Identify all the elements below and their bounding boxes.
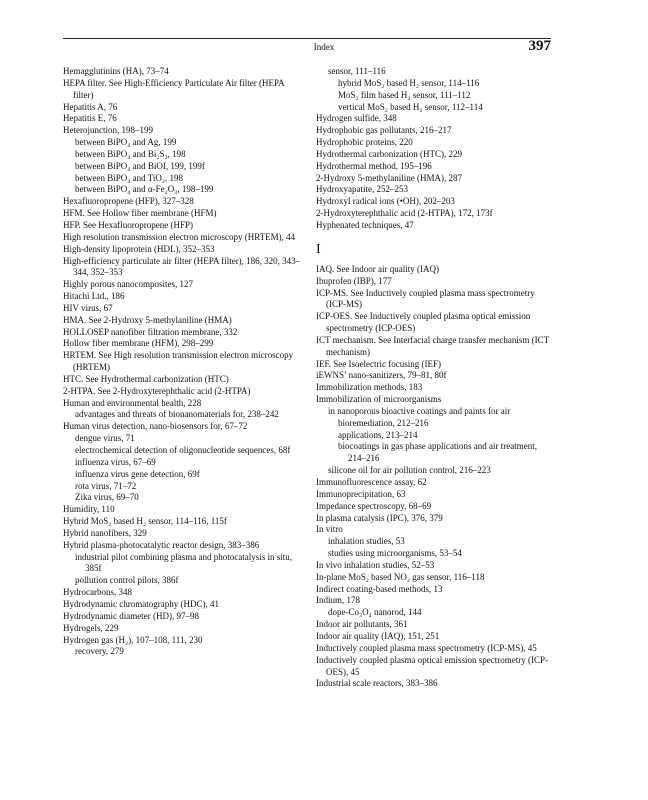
index-entry: In vivo inhalation studies, 52–53 bbox=[316, 559, 435, 570]
index-entry: Highly porous nanocomposites, 127 bbox=[63, 279, 193, 290]
index-entry: Immunoprecipitation, 63 bbox=[316, 488, 406, 499]
index-entry: sensor, 111–116 bbox=[328, 66, 386, 76]
index-entry: Industrial scale reactors, 383–386 bbox=[316, 678, 438, 689]
index-entry: influenza virus gene detection, 69f bbox=[75, 468, 200, 479]
index-entry: In-plane MoS₂ based NO₂ gas sensor, 116–118 bbox=[316, 571, 485, 582]
index-entry: Hybrid MoS₂ based H₂ sensor, 114–116, 115f bbox=[63, 516, 227, 527]
header-rule bbox=[63, 38, 551, 39]
index-entry: silicone oil for air pollution control, 216–223 bbox=[328, 465, 491, 476]
index-entry: Hydrogels, 229 bbox=[63, 622, 119, 633]
index-entry: iEWNS’ nano-sanitizers, 79–81, 80f bbox=[316, 370, 447, 381]
index-entry: applications, 213–214 bbox=[338, 429, 418, 440]
index-entry: Hydrogen gas (H₂), 107–108, 111, 230 bbox=[63, 634, 203, 645]
index-entry: In plasma catalysis (IPC), 376, 379 bbox=[316, 512, 443, 523]
index-entry: HTC. See Hydrothermal carbonization (HTC) bbox=[63, 373, 229, 384]
index-entry: Human virus detection, nano-biosensors for, 67–72 bbox=[63, 421, 248, 432]
index-entry: IEF. See Isoelectric focusing (IEF) bbox=[316, 358, 441, 369]
index-entry: Hydrodynamic diameter (HD), 97–98 bbox=[63, 610, 199, 621]
index-entry: MoS₂ film based H₂ sensor, 111–112 bbox=[338, 89, 471, 100]
index-entry: Hitachi Ltd., 186 bbox=[63, 291, 125, 302]
index-entry: Hydroxyapatite, 252–253 bbox=[316, 184, 408, 195]
index-entry: Hydrothermal method, 195–196 bbox=[316, 160, 432, 171]
index-entry: HFM. See Hollow fiber membrane (HFM) bbox=[63, 208, 217, 219]
index-entry: ICP-MS. See Inductively coupled plasma mass spectrometry (ICP-MS) bbox=[316, 287, 535, 310]
index-entry: Hydrocarbons, 348 bbox=[63, 587, 132, 598]
index-entry: Immobilization of microorganisms bbox=[316, 394, 442, 405]
index-entry: Inductively coupled plasma mass spectrometry (ICP-MS), 45 bbox=[316, 642, 537, 653]
index-entry: rota virus, 71–72 bbox=[75, 480, 137, 491]
index-entry: vertical MoS₂ based H₂ sensor, 112–114 bbox=[338, 101, 483, 112]
index-entry: 2-Hydroxy 5-methylaniline (HMA), 287 bbox=[316, 172, 462, 183]
index-entry: Impedance spectroscopy, 68–69 bbox=[316, 500, 432, 511]
index-entry: Hollow fiber membrane (HFM), 298–299 bbox=[63, 338, 214, 349]
index-entry: electrochemical detection of oligonucleotide sequences, 68f bbox=[75, 445, 291, 455]
index-entry: studies using microorganisms, 53–54 bbox=[328, 548, 462, 559]
index-entry: between BiPO₄ and Bi₂S₃, 198 bbox=[75, 148, 186, 159]
index-group-i bbox=[316, 264, 552, 690]
index-column-left bbox=[63, 66, 303, 658]
index-entry: Hydrothermal carbonization (HTC), 229 bbox=[316, 148, 462, 159]
index-entry: HEPA filter. See High-Efficiency Particulate Air filter (HEPA filter) bbox=[63, 77, 285, 100]
section-letter: I bbox=[316, 241, 321, 257]
index-entry: hybrid MoS₂ based H₂ sensor, 114–116 bbox=[338, 77, 480, 88]
index-entry: industrial pilot combining plasma and photocatalysis in situ, 385f bbox=[75, 551, 292, 574]
index-entry: Hydrophobic gas pollutants, 216–217 bbox=[316, 125, 452, 136]
index-entry: Hexafluoropropene (HFP), 327–328 bbox=[63, 196, 194, 207]
index-entry: Heterojunction, 198–199 bbox=[63, 125, 153, 136]
index-entry: Hydrophobic proteins, 220 bbox=[316, 137, 413, 148]
index-entry: Indirect coating-based methods, 13 bbox=[316, 583, 443, 594]
index-entry: Ibuprofen (IBP), 177 bbox=[316, 275, 392, 286]
index-entry: Indium, 178 bbox=[316, 595, 360, 606]
index-entry: dope-Co₃O₄ nanorod, 144 bbox=[328, 607, 422, 618]
index-entry: Hepatitis A, 76 bbox=[63, 101, 118, 112]
index-entry: Inductively coupled plasma optical emission spectrometry (ICP-OES), 45 bbox=[316, 654, 548, 677]
index-entry: In vitro bbox=[316, 524, 343, 535]
index-entry: IAQ. See Indoor air quality (IAQ) bbox=[316, 263, 439, 274]
index-entry: 2-Hydroxyterephthalic acid (2-HTPA), 172, 173f bbox=[316, 208, 493, 219]
index-entry: Immobilization methods, 183 bbox=[316, 382, 423, 393]
index-entry: Hemagglutinins (HA), 73–74 bbox=[63, 66, 169, 76]
index-entry: High resolution transmission electron microscopy (HRTEM), 44 bbox=[63, 231, 296, 242]
index-entry: Indoor air pollutants, 361 bbox=[316, 619, 408, 630]
index-entry: 2-HTPA. See 2-Hydroxyterephthalic acid (2-HTPA) bbox=[63, 385, 251, 396]
index-entry: Immunofluorescence assay, 62 bbox=[316, 477, 427, 487]
index-entry: HOLLOSEP nanofiber filtration membrane, 332 bbox=[63, 326, 238, 337]
index-entry: dengue virus, 71 bbox=[75, 433, 135, 444]
index-entry: advantages and threats of bionanomaterials for, 238–242 bbox=[75, 409, 279, 420]
index-entry: inhalation studies, 53 bbox=[328, 536, 405, 547]
index-entry: between BiPO₄ and α-Fe₂O₃, 198–199 bbox=[75, 184, 214, 195]
index-entry: ICP-OES. See Inductively coupled plasma optical emission spectrometry (ICP-OES) bbox=[316, 311, 531, 334]
index-entry: Indoor air quality (IAQ), 151, 251 bbox=[316, 630, 440, 641]
index-entry: Hybrid plasma-photocatalytic reactor design, 383–386 bbox=[63, 539, 260, 550]
index-entry: recovery, 279 bbox=[75, 646, 124, 657]
index-entry: High-density lipoprotein (HDL), 352–353 bbox=[63, 243, 215, 254]
index-entry: Hepatitis E, 76 bbox=[63, 113, 117, 124]
index-group-h-continued bbox=[316, 66, 552, 232]
index-entry: Hydroxyl radical ions (•OH), 202–203 bbox=[316, 196, 455, 207]
index-entry: influenza virus, 67–69 bbox=[75, 456, 156, 467]
running-header: Index bbox=[313, 42, 335, 52]
index-entry: Humidity, 110 bbox=[63, 504, 115, 515]
index-entry: High-efficiency particulate air filter (HEPA filter), 186, 320, 343–344, 352–353 bbox=[63, 255, 301, 278]
index-entry: HMA. See 2-Hydroxy 5-methylaniline (HMA) bbox=[63, 314, 232, 325]
page-number: 397 bbox=[528, 38, 551, 54]
index-entry: HFP. See Hexafluoropropene (HFP) bbox=[63, 219, 193, 230]
index-entry: Hybrid nanofibers, 329 bbox=[63, 527, 147, 538]
index-entry: between BiPO₄ and BiOI, 199, 199f bbox=[75, 160, 205, 171]
index-entry: ICT mechanism. See Interfacial charge transfer mechanism (ICT mechanism) bbox=[316, 334, 549, 357]
index-entry: between BiPO₄ and Ag, 199 bbox=[75, 137, 177, 148]
index-entry: between BiPO₄ and TiO₂, 198 bbox=[75, 172, 184, 183]
index-entry: Zika virus, 69–70 bbox=[75, 492, 139, 503]
index-entry: HIV virus, 67 bbox=[63, 302, 113, 313]
index-entry: Hyphenated techniques, 47 bbox=[316, 219, 414, 230]
index-entry: in nanoporous bioactive coatings and paints for air bioremediation, 212–216 bbox=[328, 405, 511, 428]
index-entry: pollution control pilots, 386f bbox=[75, 575, 179, 586]
index-entry: HRTEM. See High resolution transmission electron microscopy (HRTEM) bbox=[63, 350, 294, 373]
index-entry: Hydrogen sulfide, 348 bbox=[316, 113, 397, 124]
index-entry: Hydrodynamic chromatography (HDC), 41 bbox=[63, 598, 219, 609]
index-column-right bbox=[316, 66, 552, 690]
index-entry: biocoatings in gas phase applications and air treatment, 214–216 bbox=[338, 441, 537, 464]
index-entry: Human and environmental health, 228 bbox=[63, 397, 202, 408]
